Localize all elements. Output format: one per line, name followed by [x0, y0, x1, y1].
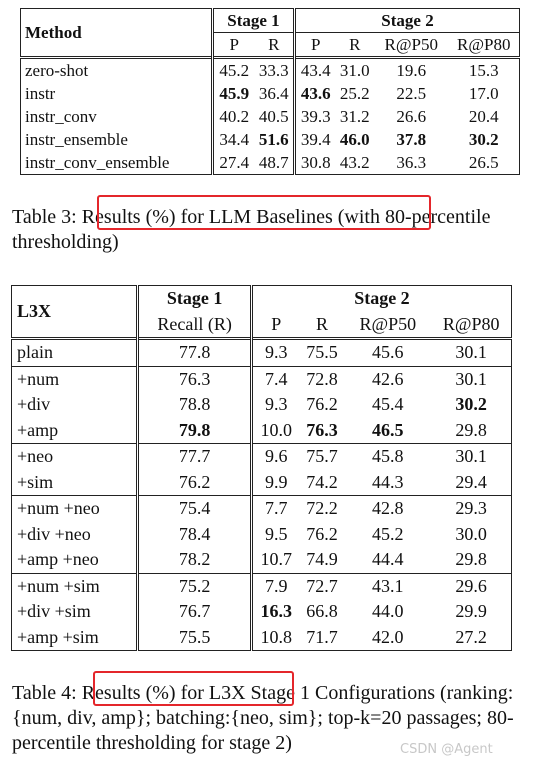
- table-cell: 9.9: [251, 470, 299, 496]
- table-cell: 27.4: [212, 151, 254, 175]
- caption-highlight: Results (%) for L3X: [81, 682, 246, 704]
- table-cell: 27.2: [431, 625, 511, 651]
- table-cell: 17.0: [449, 82, 520, 105]
- table-cell: 75.5: [138, 625, 252, 651]
- table-row: [12, 470, 512, 496]
- table-cell: 30.8: [295, 151, 336, 175]
- table-row: [12, 573, 512, 599]
- table-4: [11, 285, 512, 651]
- row-label: +div: [12, 392, 138, 418]
- table-cell: 74.2: [306, 471, 338, 492]
- table-cell: 15.3: [449, 58, 520, 83]
- table-row: [21, 105, 520, 128]
- table-row: [12, 496, 512, 522]
- row-label: zero-shot: [21, 58, 213, 83]
- l3x-header: L3X: [12, 286, 138, 339]
- table-cell: 46.5: [372, 419, 404, 440]
- table-cell: 29.6: [431, 573, 511, 599]
- table-row: [12, 418, 512, 444]
- table-cell: 43.1: [344, 573, 431, 599]
- table-row: [21, 128, 520, 151]
- table-cell: 76.3: [306, 419, 338, 440]
- row-label: +amp +sim: [12, 625, 138, 651]
- row-label: +amp: [12, 418, 138, 444]
- table-cell: 30.2: [431, 392, 511, 418]
- col-header: R: [336, 33, 374, 58]
- table-cell: 29.4: [431, 470, 511, 496]
- row-label: +neo: [12, 444, 138, 470]
- table-cell: 76.7: [138, 599, 252, 625]
- table-cell: 71.7: [300, 625, 345, 651]
- table-cell: 34.4: [212, 128, 254, 151]
- table-cell: 30.1: [431, 444, 511, 470]
- table-cell: 78.2: [138, 547, 252, 573]
- table-cell: 45.9: [212, 82, 254, 105]
- table-cell: 30.0: [431, 522, 511, 548]
- table-row: [12, 522, 512, 548]
- table-cell: 76.2: [306, 394, 338, 414]
- row-label: plain: [12, 339, 138, 367]
- table-cell: 43.4: [295, 58, 336, 83]
- table-cell: 42.6: [344, 366, 431, 392]
- table-cell: 29.9: [431, 599, 511, 625]
- caption-text: Stage 1 Configurations (ranking:{num, div, amp}; batching:{neo, sim}; top-k=20 passages; 80-percentile thresholding for stage 2): [12, 682, 514, 754]
- table-4-body: [12, 339, 512, 651]
- table-cell: 36.4: [258, 84, 289, 103]
- recall-header: Recall (R): [138, 312, 252, 339]
- table-cell: 29.3: [431, 496, 511, 522]
- table-cell: 30.1: [431, 339, 511, 367]
- table-row: [12, 625, 512, 651]
- table-cell: 10.8: [251, 625, 299, 651]
- table-cell: 10.7: [251, 547, 299, 573]
- table-cell: 76.3: [138, 366, 252, 392]
- row-label: instr_conv_ensemble: [21, 151, 213, 175]
- table-cell: 44.0: [372, 601, 404, 621]
- table-cell: 45.2: [372, 523, 404, 544]
- table-cell: 26.6: [396, 107, 427, 126]
- table-row: [21, 58, 520, 83]
- table-cell: 40.5: [258, 107, 289, 126]
- table-cell: 9.6: [251, 444, 299, 470]
- table-cell: 46.0: [339, 130, 370, 149]
- table-cell: 78.4: [138, 522, 252, 548]
- caption-label: Table 4:: [12, 682, 77, 704]
- table-cell: 76.2: [138, 470, 252, 496]
- table-cell: 75.2: [138, 573, 252, 599]
- table-row: [12, 547, 512, 573]
- table-row: [12, 392, 512, 418]
- table-cell: 39.3: [295, 105, 336, 128]
- table-row: [12, 444, 512, 470]
- col-header: R: [315, 313, 328, 334]
- col-header: P: [295, 33, 336, 58]
- table-cell: 75.5: [300, 339, 345, 367]
- caption-label: Table 3:: [12, 206, 77, 228]
- col-header: P: [212, 33, 254, 58]
- table-cell: 43.6: [295, 82, 336, 105]
- table-cell: 37.8: [396, 130, 427, 149]
- table-cell: 31.2: [339, 107, 370, 126]
- table-cell: 44.4: [372, 549, 404, 569]
- caption-text: (with 80-percentile thresholding): [12, 206, 491, 253]
- table-cell: 45.8: [344, 444, 431, 470]
- table-cell: 22.5: [396, 84, 427, 103]
- table-cell: 7.7: [251, 496, 299, 522]
- stage1-header: Stage 1: [212, 9, 294, 33]
- row-label: +div +sim: [12, 599, 138, 625]
- table-cell: 36.3: [374, 151, 449, 175]
- table-cell: 44.3: [372, 471, 404, 492]
- table-cell: 48.7: [255, 151, 295, 175]
- row-label: instr: [21, 82, 213, 105]
- table-cell: 33.3: [255, 58, 295, 83]
- table-cell: 42.8: [344, 496, 431, 522]
- table-cell: 9.5: [251, 522, 299, 548]
- table-cell: 66.8: [306, 601, 338, 621]
- table-cell: 45.6: [344, 339, 431, 367]
- table-cell: 40.2: [212, 105, 254, 128]
- table-cell: 29.8: [431, 547, 511, 573]
- table-cell: 45.2: [212, 58, 254, 83]
- table-cell: 74.9: [306, 549, 338, 569]
- row-label: +div +neo: [12, 522, 138, 548]
- col-header: R@P80: [431, 312, 511, 339]
- col-header: R@P50: [359, 313, 417, 334]
- table-cell: 77.7: [138, 444, 252, 470]
- row-label: +sim: [12, 470, 138, 496]
- table-cell: 29.8: [431, 418, 511, 444]
- table-3-body: [21, 58, 520, 175]
- table-cell: 9.3: [251, 392, 299, 418]
- table-cell: 25.2: [339, 84, 370, 103]
- row-label: +num +sim: [12, 573, 138, 599]
- table-row: [21, 82, 520, 105]
- table-cell: 19.6: [374, 58, 449, 83]
- table-row: [12, 339, 512, 367]
- stage2-header: Stage 2: [295, 9, 520, 33]
- table-cell: 72.8: [300, 366, 345, 392]
- table-cell: 51.6: [258, 130, 289, 149]
- table-row: [21, 151, 520, 175]
- row-label: +num +neo: [12, 496, 138, 522]
- table-cell: 16.3: [251, 599, 299, 625]
- table-cell: 45.4: [372, 394, 404, 414]
- table-cell: 79.8: [138, 418, 252, 444]
- row-label: +amp +neo: [12, 547, 138, 573]
- stage2-header: Stage 2: [251, 286, 511, 312]
- table-cell: 39.4: [295, 128, 336, 151]
- table-cell: 7.9: [251, 573, 299, 599]
- table-cell: 75.7: [300, 444, 345, 470]
- table-cell: 76.2: [306, 523, 338, 544]
- watermark: CSDN @Agent: [400, 742, 493, 757]
- table-cell: 20.4: [449, 105, 520, 128]
- row-label: +num: [12, 366, 138, 392]
- row-label: instr_conv: [21, 105, 213, 128]
- col-header: R: [255, 33, 295, 58]
- table-cell: 7.4: [251, 366, 299, 392]
- col-header: R@P80: [449, 33, 520, 58]
- col-header: R@P50: [374, 33, 449, 58]
- method-header: Method: [21, 9, 213, 58]
- table-cell: 30.2: [449, 128, 520, 151]
- table-cell: 26.5: [449, 151, 520, 175]
- table-cell: 30.1: [431, 366, 511, 392]
- table-cell: 31.0: [336, 58, 374, 83]
- col-header: P: [251, 312, 299, 339]
- caption-highlight: Results (%) for LLM Baselines: [81, 206, 333, 228]
- table-row: [12, 599, 512, 625]
- table-cell: 42.0: [344, 625, 431, 651]
- table-cell: 43.2: [336, 151, 374, 175]
- table-cell: 10.0: [251, 418, 299, 444]
- table-cell: 75.4: [138, 496, 252, 522]
- table-cell: 77.8: [138, 339, 252, 367]
- table-cell: 72.2: [300, 496, 345, 522]
- row-label: instr_ensemble: [21, 128, 213, 151]
- table-cell: 9.3: [251, 339, 299, 367]
- table-cell: 72.7: [300, 573, 345, 599]
- table-3: [20, 8, 520, 175]
- stage1-header: Stage 1: [138, 286, 252, 312]
- table-cell: 78.8: [138, 392, 252, 418]
- table-3-caption: [12, 205, 532, 255]
- table-row: [12, 366, 512, 392]
